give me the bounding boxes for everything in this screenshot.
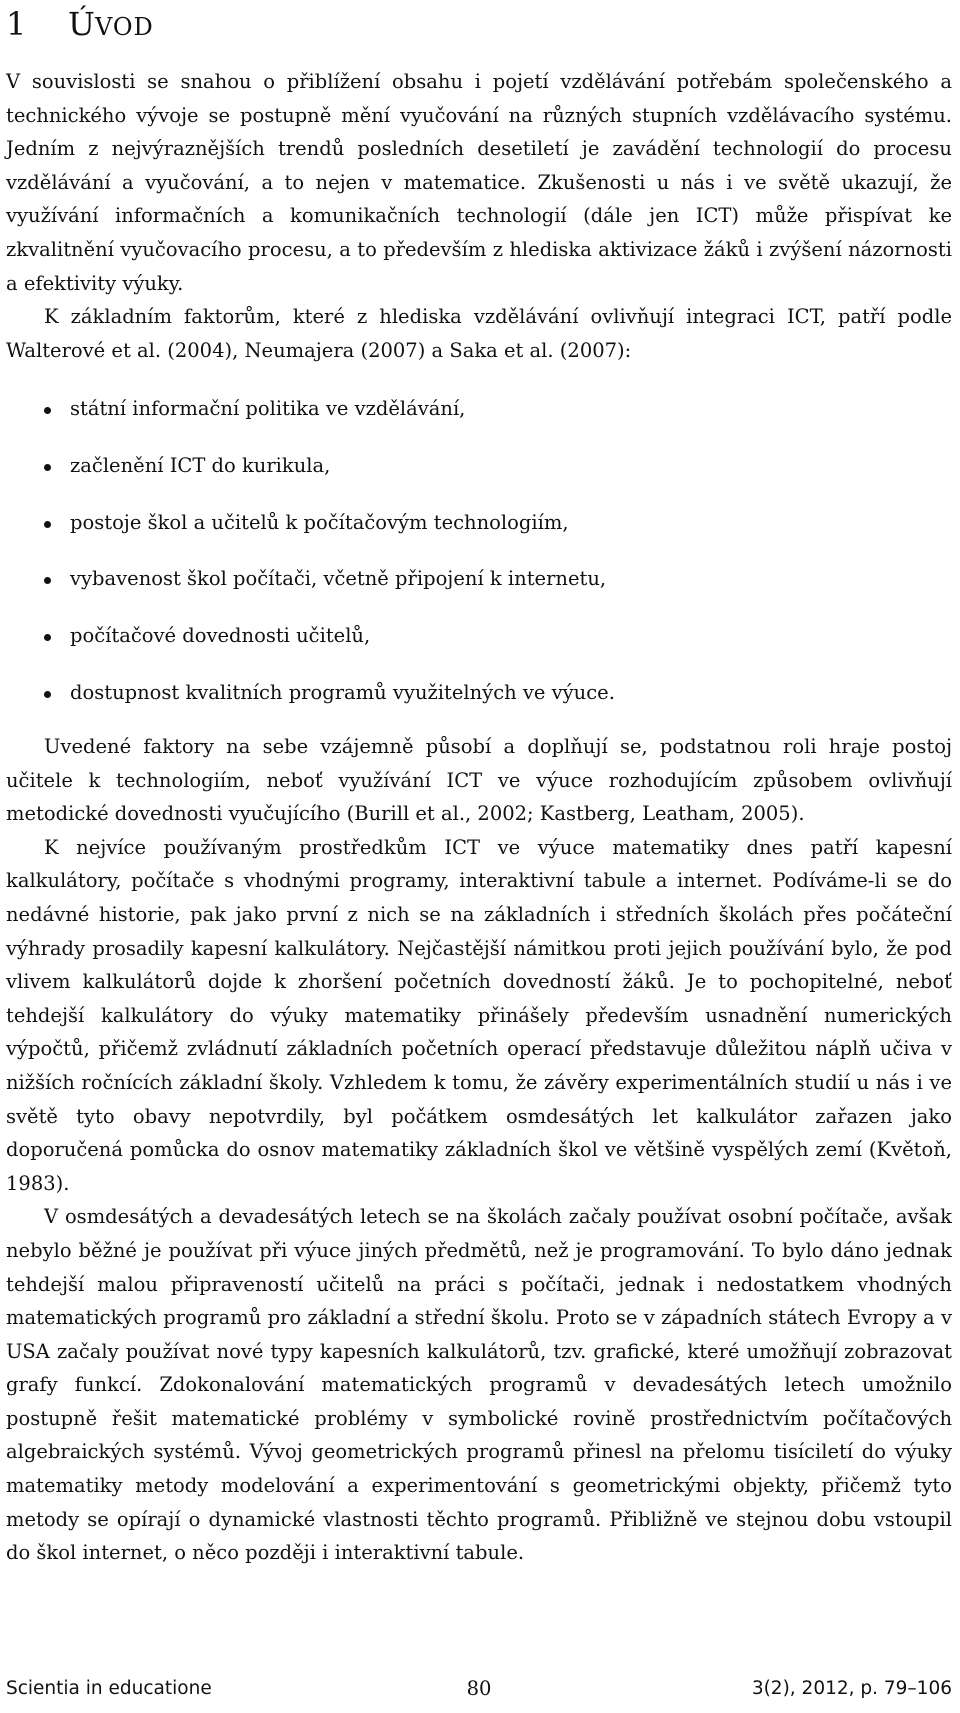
page-footer xyxy=(6,1675,952,1703)
section-title-rest: VOD xyxy=(94,13,154,41)
list-item: počítačové dovednosti učitelů, xyxy=(6,619,952,652)
list-item: začlenění ICT do kurikula, xyxy=(6,449,952,482)
footer-journal: Scientia in educatione xyxy=(6,1678,212,1699)
bullet-icon xyxy=(44,634,51,641)
intro-text xyxy=(6,65,952,367)
bullet-icon xyxy=(44,691,51,698)
section-heading xyxy=(6,2,154,49)
footer-page-number: 80 xyxy=(466,1677,492,1700)
section-number: 1 xyxy=(6,5,27,43)
bullet-icon xyxy=(44,577,51,584)
bullet-icon xyxy=(44,464,51,471)
paragraph-computers: V osmdesátých a devadesátých letech se na školách začaly používat osobní počítače, avšak nebylo běžné je používat při výuce jiných předmětů, než je programování. To bylo dáno jednak tehdejší malou připraveností učitelů na práci s počítači, jednak i nedostatkem vhodných matematických programů pro základní a střední školu. Proto se v západních státech Evropy a v USA začaly používat nové typy kapesních kalkulátorů, tzv. grafické, které umožňují zobrazovat grafy funkcí. Zdokonalování matematických programů v devadesátých letech umožnilo postupně řešit matematické problémy v symbolické rovině prostřednictvím počítačových algebraických systémů. Vývoj geometrických programů přinesl na přelomu tisíciletí do výuky matematiky metody modelování a experimentování s geometrickými objekty, přičemž tyto metody se opírají o dynamické vlastnosti těchto programů. Přibližně ve stejnou dobu vstoupil do škol internet, o něco později i interaktivní tabule. xyxy=(6,1205,952,1565)
list-item: dostupnost kvalitních programů využitelných ve výuce. xyxy=(6,676,952,709)
list-item: vybavenost škol počítači, včetně připojení k internetu, xyxy=(6,562,952,595)
list-item: postoje škol a učitelů k počítačovým technologiím, xyxy=(6,506,952,539)
paragraph-calculators: K nejvíce používaným prostředkům ICT ve výuce matematiky dnes patří kapesní kalkulátory, počítače s vhodnými programy, interaktivní tabule a internet. Podíváme-li se do nedávné historie, pak jako první z nich se na základních i středních školách přes počáteční výhrady prosadily kapesní kalkulátory. Nejčastější námitkou proti jejich používání bylo, že pod vlivem kalkulátorů dojde k zhoršení početních dovedností žáků. Je to pochopitelné, neboť tehdejší kalkulátory do výuky matematiky přinášely především usnadnění numerických výpočtů, přičemž zvládnutí základních početních operací představuje důležitou náplň učiva v nižších ročnících základní školy. Vzhledem k tomu, že závěry experimentálních studií u nás i ve světě tyto obavy nepotvrdily, byl počátkem osmdesátých let kalkulátor zařazen jako doporučená pomůcka do osnov matematiky základních škol ve většině vyspělých zemí (Květoň, 1983). xyxy=(6,835,952,1195)
footer-issue: 3(2), 2012, p. 79–106 xyxy=(751,1678,952,1699)
factors-list xyxy=(6,392,952,733)
list-item: státní informační politika ve vzdělávání, xyxy=(6,392,952,425)
paragraph-factors-interaction: Uvedené faktory na sebe vzájemně působí a doplňují se, podstatnou roli hraje postoj učitele k technologiím, neboť využívání ICT ve výuce rozhodujícím způsobem ovlivňují metodické dovednosti vyučujícího (Burill et al., 2002; Kastberg, Leatham, 2005). xyxy=(6,735,952,826)
paragraph-factors-lead: K základním faktorům, které z hlediska vzdělávání ovlivňují integraci ICT, patří podle Walterové et al. (2004), Neumajera (2007) a Saka et al. (2007): xyxy=(6,305,952,362)
body-text xyxy=(6,730,952,1570)
section-title-initial: Ú xyxy=(68,5,95,43)
bullet-icon xyxy=(44,407,51,414)
paragraph-intro: V souvislosti se snahou o přiblížení obsahu i pojetí vzdělávání potřebám společenského a technického vývoje se postupně mění vyučování na různých stupních vzdělávacího systému. Jedním z nejvýraznějších trendů posledních desetiletí je zavádění technologií do procesu vzdělávání a vyučování, a to nejen v matematice. Zkušenosti u nás i ve světě ukazují, že využívání informačních a komunikačních technologií (dále jen ICT) může přispívat ke zkvalitnění vyučovacího procesu, a to především z hlediska aktivizace žáků i zvýšení názornosti a efektivity výuky. xyxy=(6,70,952,295)
bullet-icon xyxy=(44,521,51,528)
